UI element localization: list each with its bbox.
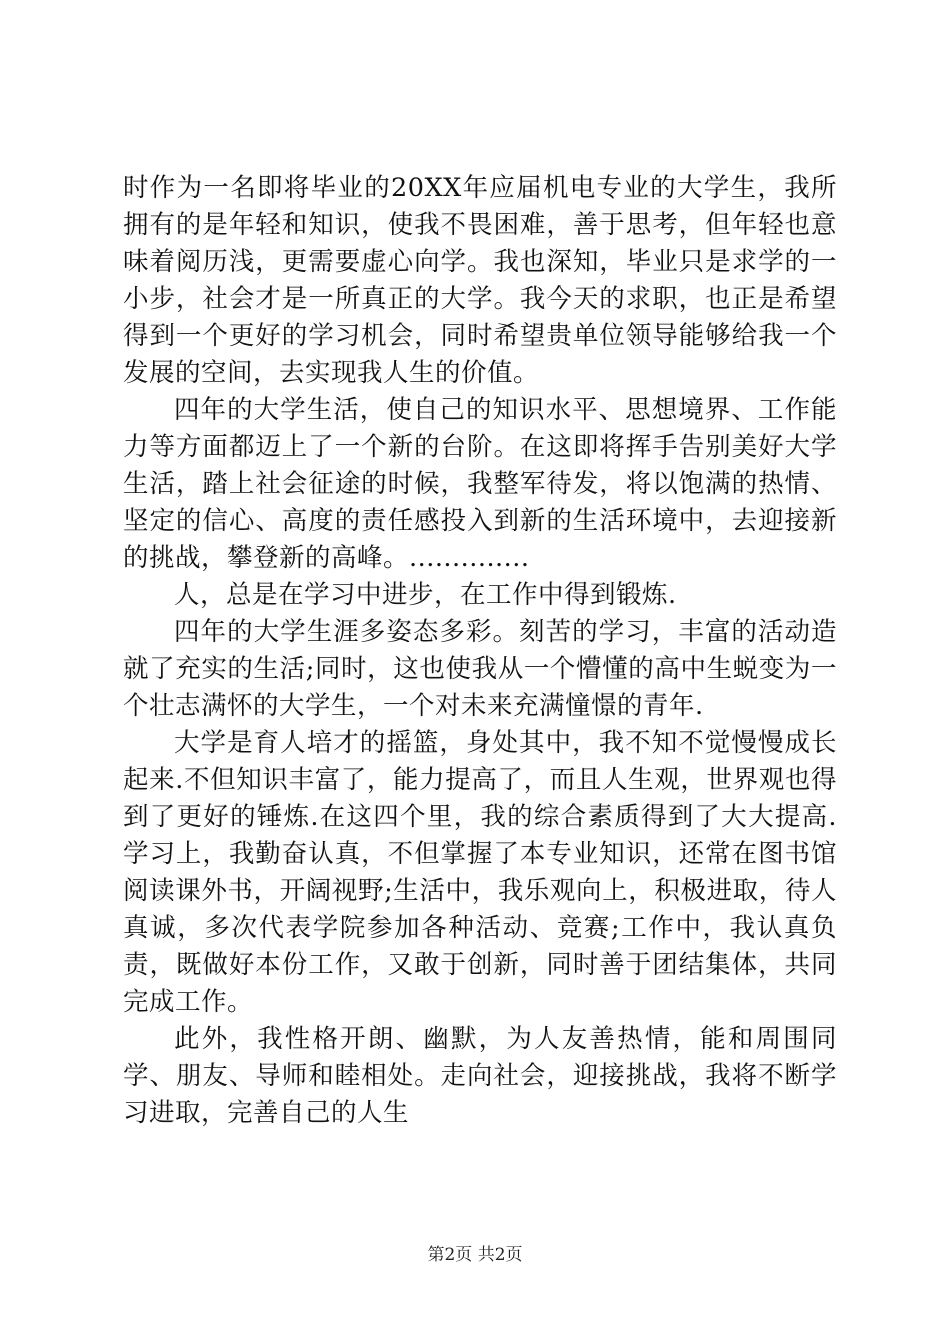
paragraph-6: 此外，我性格开朗、幽默，为人友善热情，能和周围同学、朋友、导师和睦相处。走向社会，迎接挑战，我将不断学习进取，完善自己的人生 <box>123 1024 837 1128</box>
paragraph-1: 时作为一名即将毕业的20XX年应届机电专业的大学生，我所拥有的是年轻和知识，使我不畏困难，善于思考，但年轻也意味着阅历浅，更需要虚心向学。我也深知，毕业只是求学的一小步，社会才是一所真正的大学。我今天的求职，也正是希望得到一个更好的学习机会，同时希望贵单位领导能够给我一个发展的空间，去实现我人生的价值。 <box>123 173 837 388</box>
paragraph-2: 四年的大学生活，使自己的知识水平、思想境界、工作能力等方面都迈上了一个新的台阶。在这即将挥手告别美好大学生活，踏上社会征途的时候，我整军待发，将以饱满的热情、坚定的信心、高度的责任感投入到新的生活环境中，去迎接新的挑战，攀登新的高峰。.............. <box>123 395 837 573</box>
paragraph-3: 人，总是在学习中进步，在工作中得到锻炼. <box>174 580 677 610</box>
document-body <box>123 170 837 1132</box>
page-footer: 第2页 共2页 <box>427 1245 523 1265</box>
paragraph-4: 四年的大学生涯多姿态多彩。刻苦的学习，丰富的活动造就了充实的生活;同时，这也使我从一个懵懂的高中生蜕变为一个壮志满怀的大学生，一个对未来充满憧憬的青年. <box>123 617 837 721</box>
paragraph-5: 大学是育人培才的摇篮，身处其中，我不知不觉慢慢成长起来.不但知识丰富了，能力提高了，而且人生观，世界观也得到了更好的锤炼.在这四个里，我的综合素质得到了大大提高.学习上，我勤奋认真，不但掌握了本专业知识，还常在图书馆阅读课外书，开阔视野;生活中，我乐观向上，积极进取，待人真诚，多次代表学院参加各种活动、竞赛;工作中，我认真负责，既做好本份工作，又敢于创新，同时善于团结集体，共同完成工作。 <box>123 728 837 1017</box>
